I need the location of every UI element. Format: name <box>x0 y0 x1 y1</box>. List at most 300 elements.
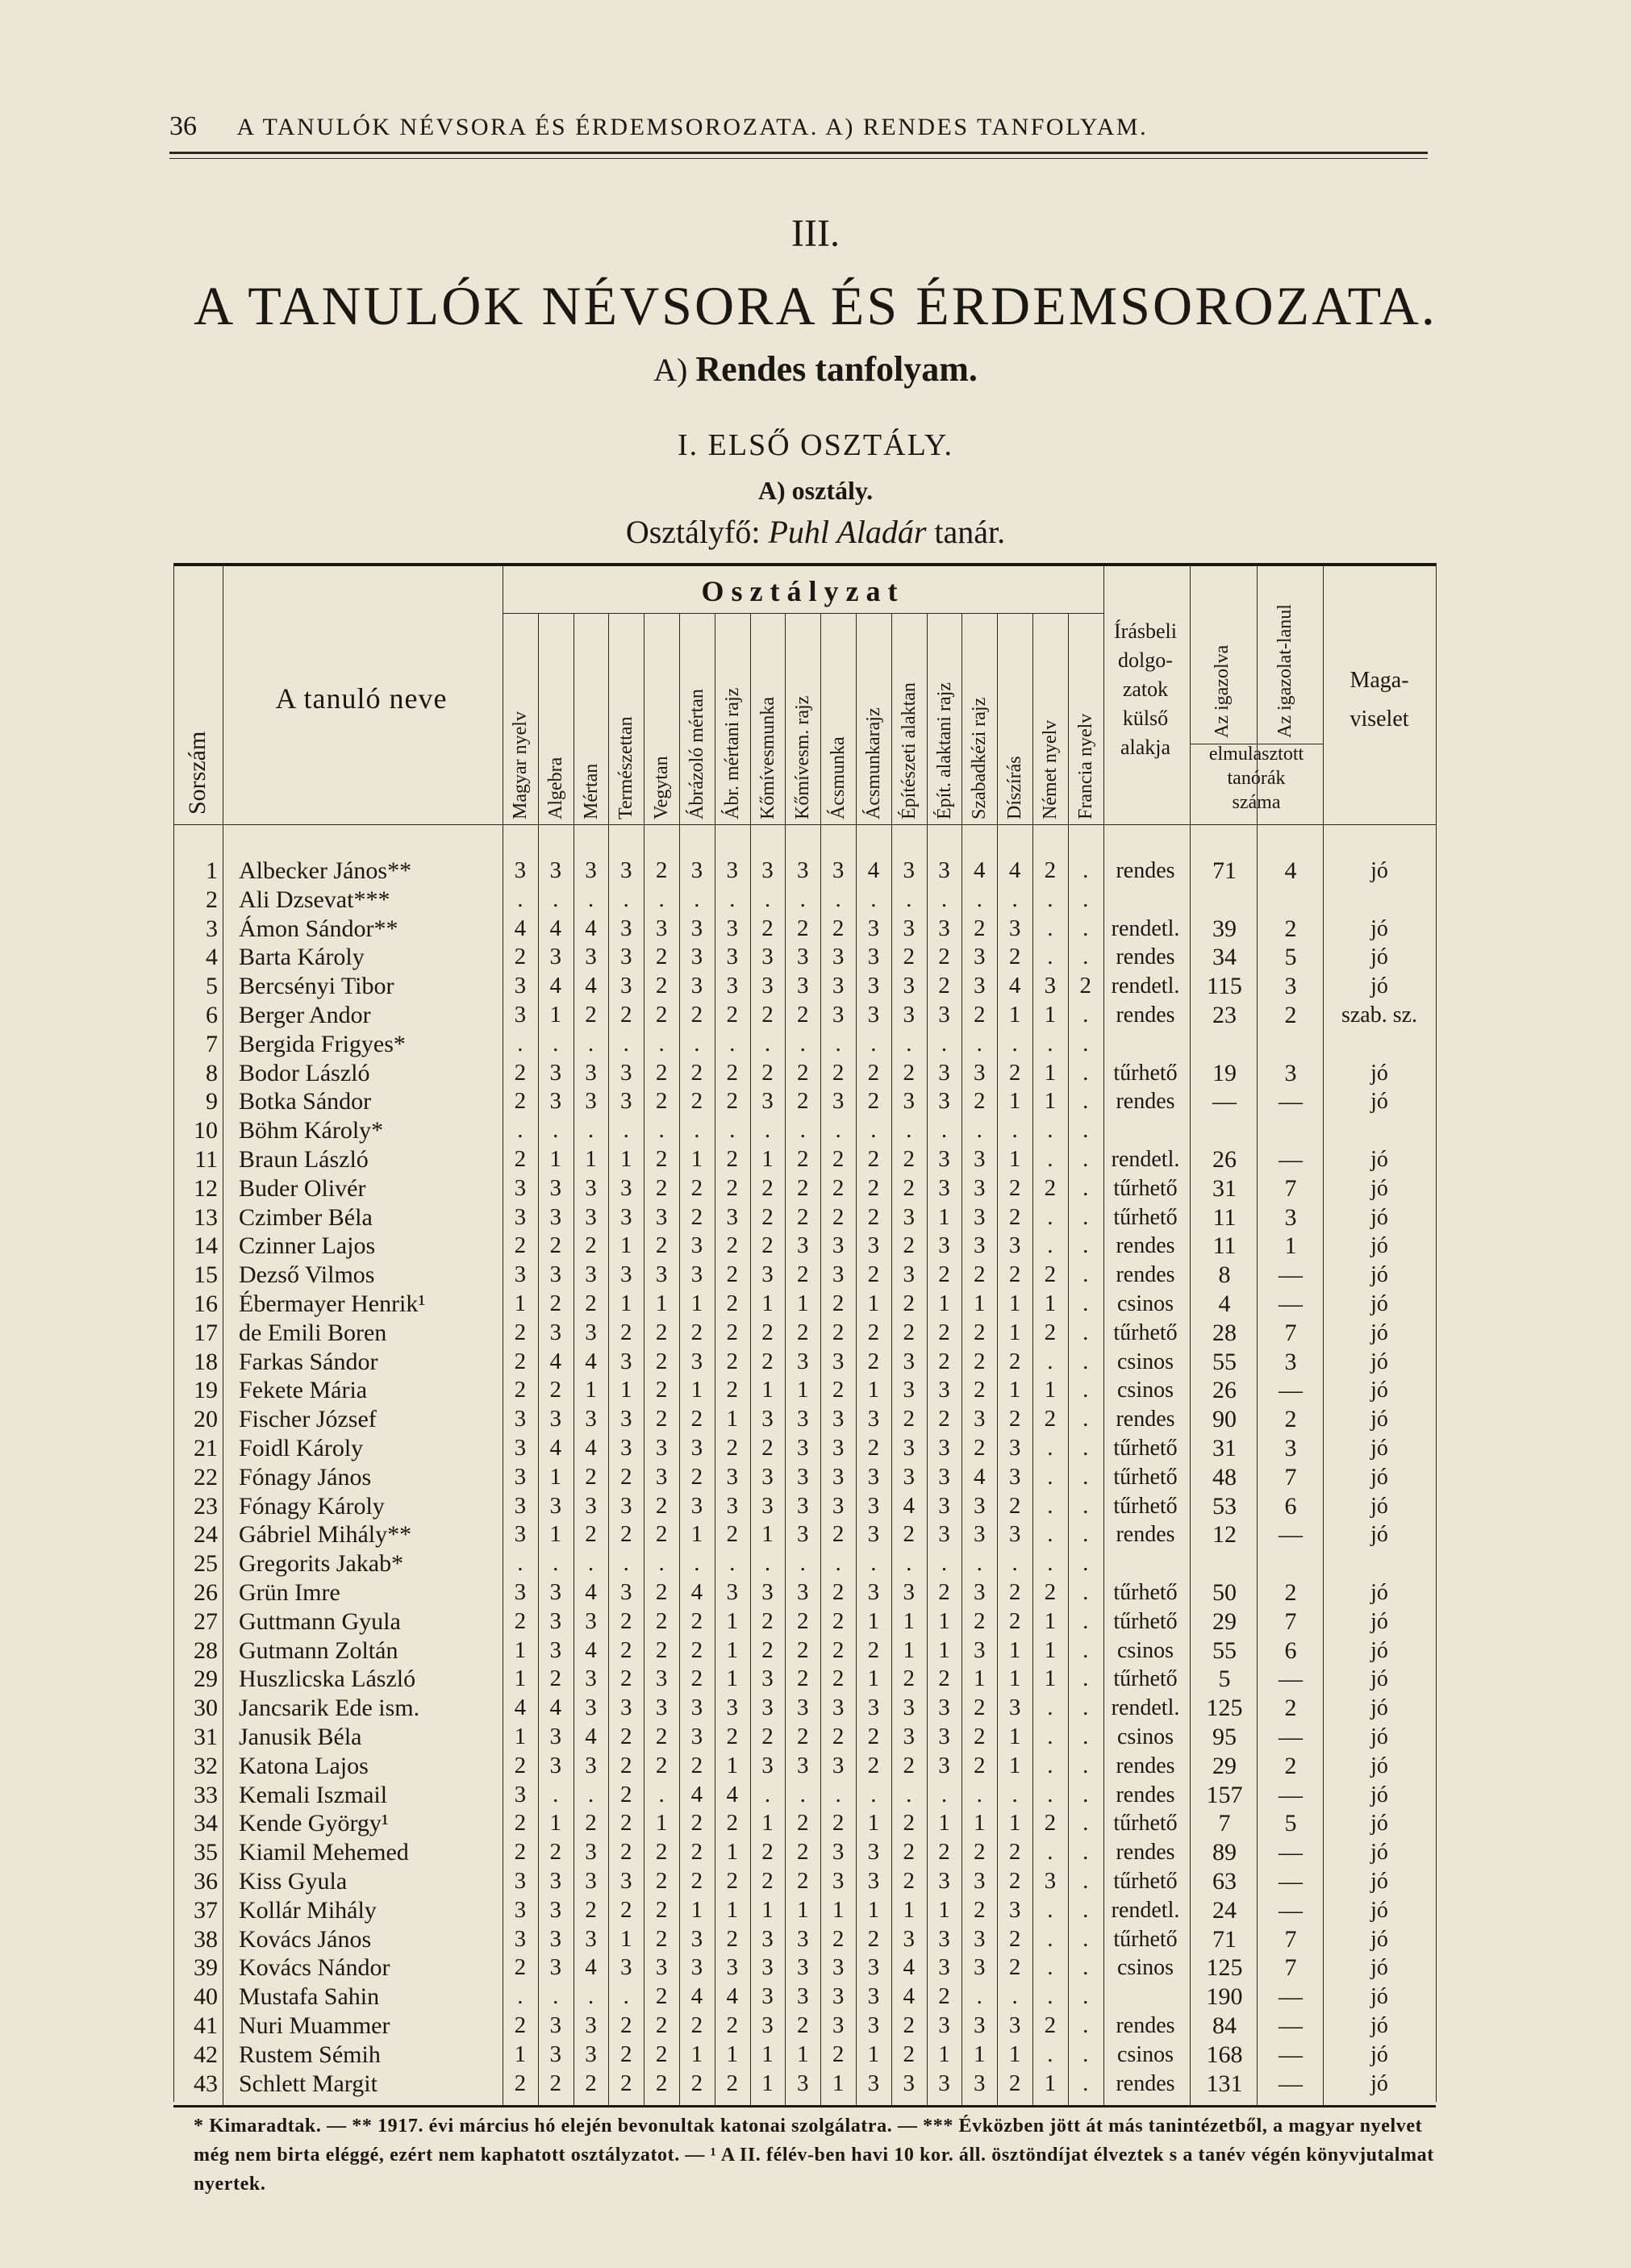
grade-cell: 2 <box>514 1146 527 1172</box>
subject-header: Ácsmunka <box>828 736 849 819</box>
grade-cell: 3 <box>938 1492 950 1519</box>
conduct-cell: jó <box>1370 1522 1388 1548</box>
grade-cell: 4 <box>867 857 880 883</box>
grade-cell: 3 <box>867 1002 880 1028</box>
table-row <box>0 1492 1631 1521</box>
grade-cell: 3 <box>549 1174 561 1201</box>
grade-cell: 3 <box>938 1463 950 1490</box>
justified-absence-cell: 11 <box>1212 1203 1237 1231</box>
grade-cell: 3 <box>797 1695 809 1721</box>
grade-cell: 1 <box>974 2041 986 2067</box>
grade-cell: . <box>906 1117 912 1144</box>
unjustified-absence-cell: 2 <box>1284 1406 1297 1433</box>
written-work-line: alakja <box>1120 736 1171 759</box>
table-row <box>0 1001 1631 1030</box>
student-name: Kiss Gyula <box>239 1868 348 1895</box>
row-number: 26 <box>194 1579 218 1606</box>
written-work-cell: rendes <box>1116 2070 1175 2096</box>
grade-cell: . <box>729 1030 736 1057</box>
student-name: Bercsényi Tibor <box>239 973 394 1000</box>
grade-cell: 2 <box>797 1839 809 1866</box>
grade-cell: 1 <box>938 1607 950 1634</box>
grade-cell: 3 <box>797 1925 809 1952</box>
row-number: 41 <box>194 2012 218 2039</box>
grade-cell: 4 <box>549 973 561 999</box>
conduct-cell: jó <box>1370 1811 1388 1836</box>
grade-cell: 2 <box>938 1839 950 1866</box>
grade-cell: 4 <box>585 1435 597 1461</box>
grade-cell: . <box>1047 1752 1053 1778</box>
student-name: Nuri Muammer <box>239 2012 390 2039</box>
grade-cell: . <box>1082 2012 1089 2038</box>
subject-header: Vegytan <box>651 756 673 819</box>
table-row <box>0 1636 1631 1666</box>
written-work-cell: rendes <box>1116 1003 1175 1028</box>
grade-cell: . <box>694 1030 700 1057</box>
grade-cell: . <box>1082 1752 1089 1778</box>
written-work-cell: tűrhető <box>1113 1060 1178 1086</box>
grade-cell: 3 <box>974 1059 986 1086</box>
grade-cell: 3 <box>620 1435 632 1461</box>
grade-cell: 2 <box>832 1319 845 1345</box>
grade-cell: 3 <box>690 857 703 883</box>
grade-cell: 3 <box>938 915 950 941</box>
grade-cell: 3 <box>514 1492 527 1519</box>
conduct-cell: jó <box>1370 1089 1388 1115</box>
grade-cell: 1 <box>1008 1810 1021 1836</box>
header-unjustified: Az igazolat-lanul <box>1274 604 1295 738</box>
unjustified-absence-cell: — <box>1279 1088 1303 1115</box>
grade-cell: . <box>1082 1174 1089 1201</box>
row-number: 37 <box>194 1896 218 1924</box>
grade-cell: . <box>1047 1030 1053 1057</box>
grade-cell: 3 <box>903 1463 915 1490</box>
grade-cell: 2 <box>761 1607 774 1634</box>
grade-cell: 2 <box>726 2070 738 2096</box>
row-number: 38 <box>194 1925 218 1953</box>
grade-cell: . <box>1047 1954 1053 1981</box>
grade-cell: 2 <box>655 1174 668 1201</box>
grade-cell: 1 <box>549 1002 561 1028</box>
grade-cell: 3 <box>549 1636 561 1663</box>
grade-cell: 2 <box>690 1463 703 1490</box>
grade-cell: 4 <box>514 915 527 941</box>
grade-cell: 3 <box>903 1002 915 1028</box>
grade-cell: 3 <box>938 1752 950 1778</box>
grade-cell: 3 <box>1008 1435 1021 1461</box>
grade-cell: 2 <box>620 1752 632 1778</box>
table-row <box>0 1549 1631 1578</box>
grade-cell: 1 <box>726 1607 738 1634</box>
grade-cell: 3 <box>655 915 668 941</box>
grade-cell: 3 <box>549 1925 561 1952</box>
grade-cell: 2 <box>690 2012 703 2038</box>
grade-cell: 2 <box>867 1925 880 1952</box>
grade-cell: 3 <box>761 1954 774 1981</box>
unjustified-absence-cell: 4 <box>1284 857 1297 884</box>
grade-cell: 2 <box>867 1319 880 1345</box>
grade-cell: 2 <box>655 2041 668 2067</box>
grade-cell: 3 <box>726 944 738 970</box>
grade-cell: 1 <box>726 2041 738 2067</box>
grade-cell: . <box>587 1030 594 1057</box>
written-work-cell: rendes <box>1116 1840 1175 1866</box>
row-number: 10 <box>194 1117 218 1144</box>
grade-cell: . <box>517 1030 524 1057</box>
grade-cell: 2 <box>761 1319 774 1345</box>
justified-absence-cell: 71 <box>1212 1925 1237 1953</box>
row-number: 27 <box>194 1607 218 1635</box>
grade-cell: . <box>941 1550 948 1577</box>
grade-cell: 1 <box>938 1203 950 1230</box>
grade-cell: 3 <box>549 1607 561 1634</box>
grade-cell: 2 <box>867 1146 880 1172</box>
form-teacher-title: tanár. <box>934 514 1006 550</box>
justified-absence-cell: 115 <box>1207 973 1242 1000</box>
conduct-cell: jó <box>1370 1436 1388 1461</box>
student-name: Katona Lajos <box>239 1752 369 1779</box>
grade-cell: . <box>1082 1896 1089 1923</box>
grade-cell: 1 <box>1008 1666 1021 1692</box>
grade-cell: . <box>835 1117 841 1144</box>
grade-cell: 3 <box>867 1983 880 2010</box>
grade-cell: 2 <box>832 1174 845 1201</box>
grade-cell: . <box>1082 886 1089 912</box>
grade-cell: 3 <box>549 1579 561 1605</box>
grade-cell: . <box>587 886 594 912</box>
grade-cell: . <box>1082 1695 1089 1721</box>
grade-cell: 2 <box>832 1521 845 1548</box>
student-name: Braun László <box>239 1146 369 1173</box>
unjustified-absence-cell: — <box>1279 2012 1303 2039</box>
grade-cell: 1 <box>1044 1377 1057 1403</box>
conduct-cell: jó <box>1370 944 1388 970</box>
unjustified-absence-cell: 5 <box>1284 944 1297 971</box>
grade-cell: 3 <box>797 944 809 970</box>
grade-cell: 3 <box>549 1406 561 1432</box>
grade-cell: 3 <box>655 1261 668 1288</box>
grade-cell: . <box>1012 1983 1018 2010</box>
grade-cell: 2 <box>655 1983 668 2010</box>
grade-cell: 2 <box>903 1752 915 1778</box>
grade-cell: 2 <box>974 1435 986 1461</box>
grade-cell: 2 <box>938 1261 950 1288</box>
grade-cell: . <box>1082 1290 1089 1316</box>
grade-cell: 2 <box>1008 1868 1021 1894</box>
unjustified-absence-cell: 3 <box>1284 973 1297 1000</box>
subject-header: Szabadkézi rajz <box>969 697 991 819</box>
grade-cell: 2 <box>655 1925 668 1952</box>
table-row <box>0 1665 1631 1694</box>
student-name: Janusik Béla <box>239 1724 362 1750</box>
unjustified-absence-cell: 3 <box>1284 1203 1297 1231</box>
grade-cell: 2 <box>514 1810 527 1836</box>
grade-cell: 2 <box>655 857 668 883</box>
grade-cell: 2 <box>726 1925 738 1952</box>
written-work-cell: csinos <box>1117 1291 1174 1316</box>
student-name: Huszlicska László <box>239 1666 416 1693</box>
grade-cell: 3 <box>1044 973 1057 999</box>
grade-cell: 1 <box>867 1666 880 1692</box>
written-work-line: zatok <box>1122 677 1169 701</box>
grade-cell: 2 <box>761 1724 774 1749</box>
grade-cell: 3 <box>514 1435 527 1461</box>
grade-cell: 2 <box>690 1406 703 1432</box>
grade-cell: 4 <box>1008 857 1021 883</box>
grade-cell: 4 <box>549 915 561 941</box>
grade-cell: . <box>694 1117 700 1144</box>
student-name: Berger Andor <box>239 1002 371 1028</box>
unjustified-absence-cell: — <box>1279 1983 1303 2011</box>
justified-absence-cell: 89 <box>1212 1839 1237 1866</box>
grade-cell: 1 <box>585 1377 597 1403</box>
grade-cell: 1 <box>514 1724 527 1749</box>
student-name: Foidl Károly <box>239 1435 364 1461</box>
justified-absence-cell: 190 <box>1206 1983 1243 2011</box>
header-written-work <box>1101 617 1190 762</box>
grade-cell: 2 <box>761 1839 774 1866</box>
grade-cell: 1 <box>1044 1290 1057 1316</box>
grade-cell: . <box>1082 1781 1089 1807</box>
grade-cell: 3 <box>620 1059 632 1086</box>
justified-absence-cell: 11 <box>1212 1232 1237 1260</box>
grade-cell: 2 <box>655 1232 668 1259</box>
grade-cell: 2 <box>761 1868 774 1894</box>
grade-cell: 2 <box>655 1636 668 1663</box>
grade-cell: 2 <box>726 1521 738 1548</box>
grade-cell: 2 <box>1044 1810 1057 1836</box>
grade-cell: 2 <box>1044 1174 1057 1201</box>
unjustified-absence-cell: 7 <box>1284 1463 1297 1490</box>
grade-cell: . <box>906 1781 912 1807</box>
justified-absence-cell: 8 <box>1218 1261 1231 1289</box>
grade-cell: . <box>764 1550 771 1577</box>
grade-cell: 3 <box>585 2012 597 2038</box>
subject-header: Ácsmunkarajz <box>862 707 884 819</box>
table-row <box>0 1405 1631 1434</box>
grade-cell: 2 <box>655 1724 668 1749</box>
grade-cell: 3 <box>620 1174 632 1201</box>
written-work-cell: csinos <box>1117 2041 1174 2067</box>
grade-cell: 2 <box>690 1059 703 1086</box>
grade-cell: 4 <box>974 1463 986 1490</box>
grade-cell: 1 <box>1044 1059 1057 1086</box>
student-name: Ámon Sándor** <box>239 915 398 942</box>
grade-cell: 2 <box>797 2012 809 2038</box>
grade-cell: 2 <box>761 1002 774 1028</box>
student-name: Kende György¹ <box>239 1810 389 1837</box>
grade-cell: 2 <box>903 1290 915 1316</box>
grade-cell: 4 <box>974 857 986 883</box>
class-subtitle: A) osztály. <box>757 476 874 505</box>
grade-cell: 1 <box>1008 1002 1021 1028</box>
grade-cell: 1 <box>514 1666 527 1692</box>
table-row <box>0 1752 1631 1781</box>
grade-cell: 2 <box>974 1348 986 1374</box>
grade-cell: 2 <box>655 1319 668 1345</box>
grade-cell: . <box>1082 1348 1089 1374</box>
footnote: * Kimaradtak. — ** 1917. évi március hó elején bevonultak katonai szolgálatra. — *** Évközben jött át más tanintézetből, a magyar nyelvet még nem birta eléggé, ezért nem kaphatott osztályzatot. — ¹ A II. félév-ben havi 10 kor. áll. ösztöndíjat élveztek s a tanév végén könyvjutalmat nyertek. <box>194 2116 1434 2195</box>
row-number: 2 <box>206 886 218 913</box>
grade-cell: 3 <box>938 1059 950 1086</box>
form-teacher-label: Osztályfő: <box>625 514 761 550</box>
justified-absence-cell: 131 <box>1206 2070 1243 2097</box>
grade-cell: . <box>658 1030 665 1057</box>
justified-absence-cell: 125 <box>1206 1695 1243 1722</box>
written-work-cell: csinos <box>1117 1378 1174 1403</box>
grade-cell: 1 <box>867 2041 880 2067</box>
grade-cell: 3 <box>585 2041 597 2067</box>
grade-cell: 2 <box>514 1319 527 1345</box>
written-work-cell: rendes <box>1116 1782 1175 1807</box>
grade-cell: 2 <box>655 1146 668 1172</box>
student-name: Kovács János <box>239 1925 372 1953</box>
running-title: A TANULÓK NÉVSORA ÉS ÉRDEMSOROZATA. A) RENDES TANFOLYAM. <box>236 114 1149 140</box>
grade-cell: . <box>729 1117 736 1144</box>
conduct-cell: jó <box>1370 1724 1388 1749</box>
grade-cell: 4 <box>690 1781 703 1807</box>
grade-cell: 1 <box>1008 1752 1021 1778</box>
grade-cell: . <box>1082 944 1089 970</box>
grade-cell: 3 <box>867 1868 880 1894</box>
written-work-line: Írásbeli <box>1114 619 1177 643</box>
grade-cell: 1 <box>867 1810 880 1836</box>
grade-cell: 2 <box>1008 1174 1021 1201</box>
grade-cell: 2 <box>867 1203 880 1230</box>
grade-cell: 2 <box>620 1724 632 1749</box>
grade-cell: 3 <box>726 1579 738 1605</box>
table-row <box>0 1925 1631 1954</box>
grade-cell: 2 <box>761 1232 774 1259</box>
grade-cell: 3 <box>549 1868 561 1894</box>
header-sorszam: Sorszám <box>184 731 211 815</box>
grade-cell: 2 <box>585 1521 597 1548</box>
grade-cell: 3 <box>585 944 597 970</box>
grade-cell: 3 <box>938 1435 950 1461</box>
student-name: Ali Dzsevat*** <box>239 886 390 913</box>
grade-cell: . <box>976 886 982 912</box>
grade-cell: 3 <box>903 973 915 999</box>
grade-cell: 3 <box>761 973 774 999</box>
grade-cell: 2 <box>832 1925 845 1952</box>
grade-cell: 3 <box>938 1925 950 1952</box>
grade-cell: 2 <box>832 1810 845 1836</box>
grade-cell: 2 <box>1008 1059 1021 1086</box>
grade-cell: . <box>906 1550 912 1577</box>
grade-cell: 3 <box>690 915 703 941</box>
grade-cell: . <box>1047 1463 1053 1490</box>
grade-cell: 3 <box>726 857 738 883</box>
grade-cell: 2 <box>726 1290 738 1316</box>
grade-cell: 2 <box>797 1002 809 1028</box>
row-number: 3 <box>206 915 218 942</box>
justified-absence-cell: — <box>1212 1088 1237 1115</box>
conduct-cell: jó <box>1370 1897 1388 1923</box>
grade-cell: 1 <box>655 1290 668 1316</box>
grade-cell: . <box>1082 1406 1089 1432</box>
row-number: 30 <box>194 1695 218 1722</box>
grade-cell: . <box>553 886 559 912</box>
student-name: Böhm Károly* <box>239 1117 384 1144</box>
student-name: Gutmann Zoltán <box>239 1636 398 1664</box>
written-work-line: külső <box>1122 707 1169 730</box>
grade-cell: 2 <box>620 1810 632 1836</box>
grade-cell: 2 <box>903 1810 915 1836</box>
grade-cell: 3 <box>903 1348 915 1374</box>
conduct-cell: jó <box>1370 1666 1388 1692</box>
grade-cell: 1 <box>1008 1636 1021 1663</box>
grade-cell: 1 <box>620 1377 632 1403</box>
written-work-cell: rendetl. <box>1111 915 1180 941</box>
grade-cell: 3 <box>690 1724 703 1749</box>
grade-cell: 4 <box>549 1435 561 1461</box>
justified-absence-cell: 55 <box>1212 1348 1237 1375</box>
written-work-cell: rendes <box>1116 1753 1175 1778</box>
grade-cell: . <box>1082 1983 1089 2010</box>
justified-absence-cell: 125 <box>1206 1954 1243 1982</box>
student-name: Kemali Iszmail <box>239 1781 388 1808</box>
conduct-cell: jó <box>1370 915 1388 941</box>
conduct-cell: jó <box>1370 1580 1388 1605</box>
grade-cell: 1 <box>655 1810 668 1836</box>
grade-cell: 2 <box>938 1983 950 2010</box>
grade-cell: 3 <box>620 1261 632 1288</box>
student-name: Fónagy János <box>239 1463 372 1490</box>
grade-cell: 3 <box>761 1579 774 1605</box>
subject-header: Mértan <box>580 763 602 819</box>
grade-cell: 2 <box>585 1896 597 1923</box>
subject-header: Algebra <box>544 757 566 819</box>
grade-cell: 3 <box>690 973 703 999</box>
row-number: 6 <box>206 1002 218 1028</box>
grade-cell: 4 <box>1008 973 1021 999</box>
written-work-cell: rendes <box>1116 2013 1175 2038</box>
grade-cell: 1 <box>585 1146 597 1172</box>
grade-cell: 3 <box>620 915 632 941</box>
grade-cell: . <box>1082 1261 1089 1288</box>
grade-cell: 2 <box>655 2070 668 2096</box>
grade-cell: 3 <box>938 2012 950 2038</box>
grade-cell: 2 <box>549 1232 561 1259</box>
unjustified-absence-cell: — <box>1279 1261 1303 1289</box>
grade-cell: 1 <box>514 1290 527 1316</box>
unjustified-absence-cell: — <box>1279 1724 1303 1750</box>
grade-cell: . <box>1082 1377 1089 1403</box>
grade-cell: 2 <box>761 1435 774 1461</box>
row-number: 29 <box>194 1666 218 1693</box>
grade-cell: . <box>799 1781 806 1807</box>
grade-cell: . <box>587 1117 594 1144</box>
grade-cell: 2 <box>903 1521 915 1548</box>
grade-cell: 2 <box>797 1059 809 1086</box>
grade-cell: 1 <box>1044 1666 1057 1692</box>
grade-cell: 3 <box>514 1521 527 1548</box>
grade-cell: 2 <box>620 1002 632 1028</box>
table-row <box>0 1290 1631 1319</box>
grade-cell: . <box>1012 1550 1018 1577</box>
grade-cell: 2 <box>1008 1925 1021 1952</box>
sub-title-text: Rendes tanfolyam. <box>695 349 978 389</box>
grade-cell: 1 <box>867 1896 880 1923</box>
grade-cell: 3 <box>655 1435 668 1461</box>
grade-cell: 3 <box>903 1088 915 1115</box>
table-row <box>0 1059 1631 1088</box>
conduct-cell: jó <box>1370 1695 1388 1721</box>
grade-cell: 2 <box>1044 1261 1057 1288</box>
grade-cell: . <box>1047 944 1053 970</box>
grade-cell: 2 <box>974 1896 986 1923</box>
row-number: 42 <box>194 2041 218 2068</box>
